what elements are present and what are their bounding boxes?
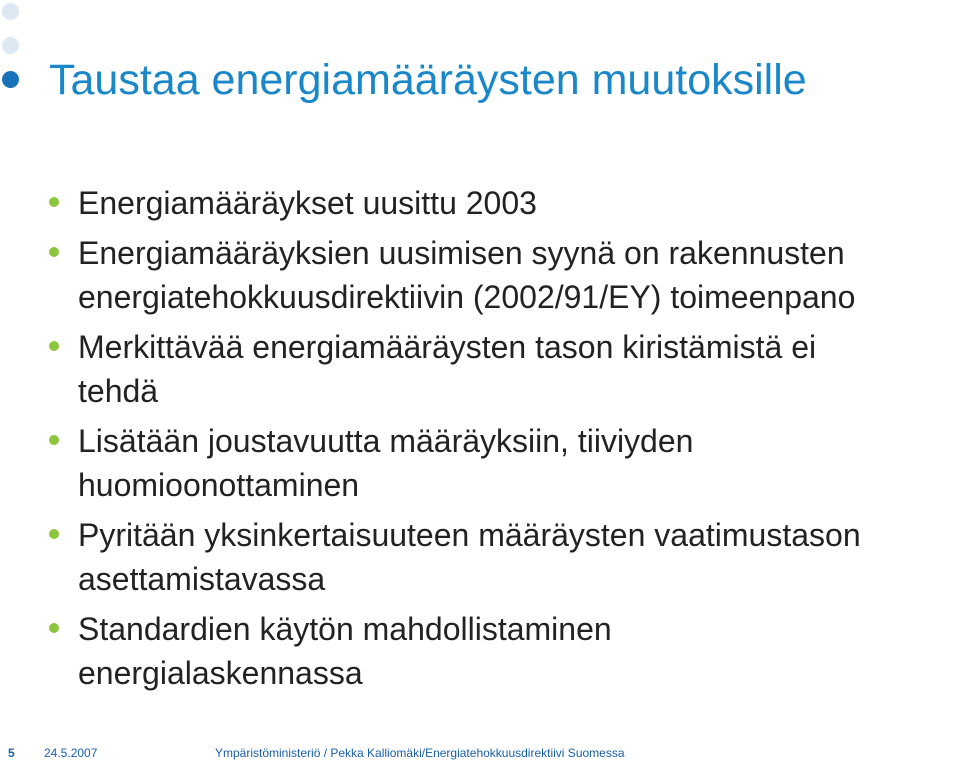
bullet-dot-icon [49, 341, 59, 351]
bullet-dot-icon [49, 435, 59, 445]
bullet-line: energiatehokkuusdirektiivin (2002/91/EY) toimeenpano [78, 279, 856, 315]
decorative-dot-light-top [2, 3, 19, 20]
bullet-item [0, 419, 960, 507]
slide-footer [0, 742, 960, 764]
bullet-line: tehdä [78, 373, 159, 409]
bullet-line: Energiamääräyksien uusimisen syynä on rakennusten [78, 235, 845, 271]
footer-date: 24.5.2007 [44, 746, 98, 760]
slide-title: Taustaa energiamääräysten muutoksille [49, 56, 807, 104]
bullet-item [0, 325, 960, 413]
bullet-dot-icon [49, 197, 59, 207]
bullet-item [0, 181, 960, 225]
bullet-dot-icon [49, 529, 59, 539]
decorative-dot-blue [2, 71, 19, 88]
bullet-line: Energiamääräykset uusittu 2003 [78, 185, 537, 221]
footer-organization: Ympäristöministeriö / Pekka Kalliomäki/Energiatehokkuusdirektiivi Suomessa [215, 746, 625, 760]
bullet-dot-icon [49, 247, 59, 257]
bullet-line: Standardien käytön mahdollistaminen [78, 611, 612, 647]
bullet-item [0, 607, 960, 695]
bullet-line: huomioonottaminen [78, 467, 360, 503]
bullet-line: Pyritään yksinkertaisuuteen määräysten vaatimustason [78, 517, 861, 553]
bullet-item [0, 231, 960, 319]
bullet-item [0, 513, 960, 601]
bullet-line: Merkittävää energiamääräysten tason kiristämistä ei [78, 329, 817, 365]
bullet-line: asettamistavassa [78, 561, 326, 597]
decorative-dot-light-middle [2, 37, 19, 54]
bullet-line: Lisätään joustavuutta määräyksiin, tiiviyden [78, 423, 694, 459]
bullet-list [0, 181, 960, 701]
bullet-dot-icon [49, 623, 59, 633]
page-number: 5 [8, 746, 15, 760]
bullet-line: energialaskennassa [78, 655, 363, 691]
